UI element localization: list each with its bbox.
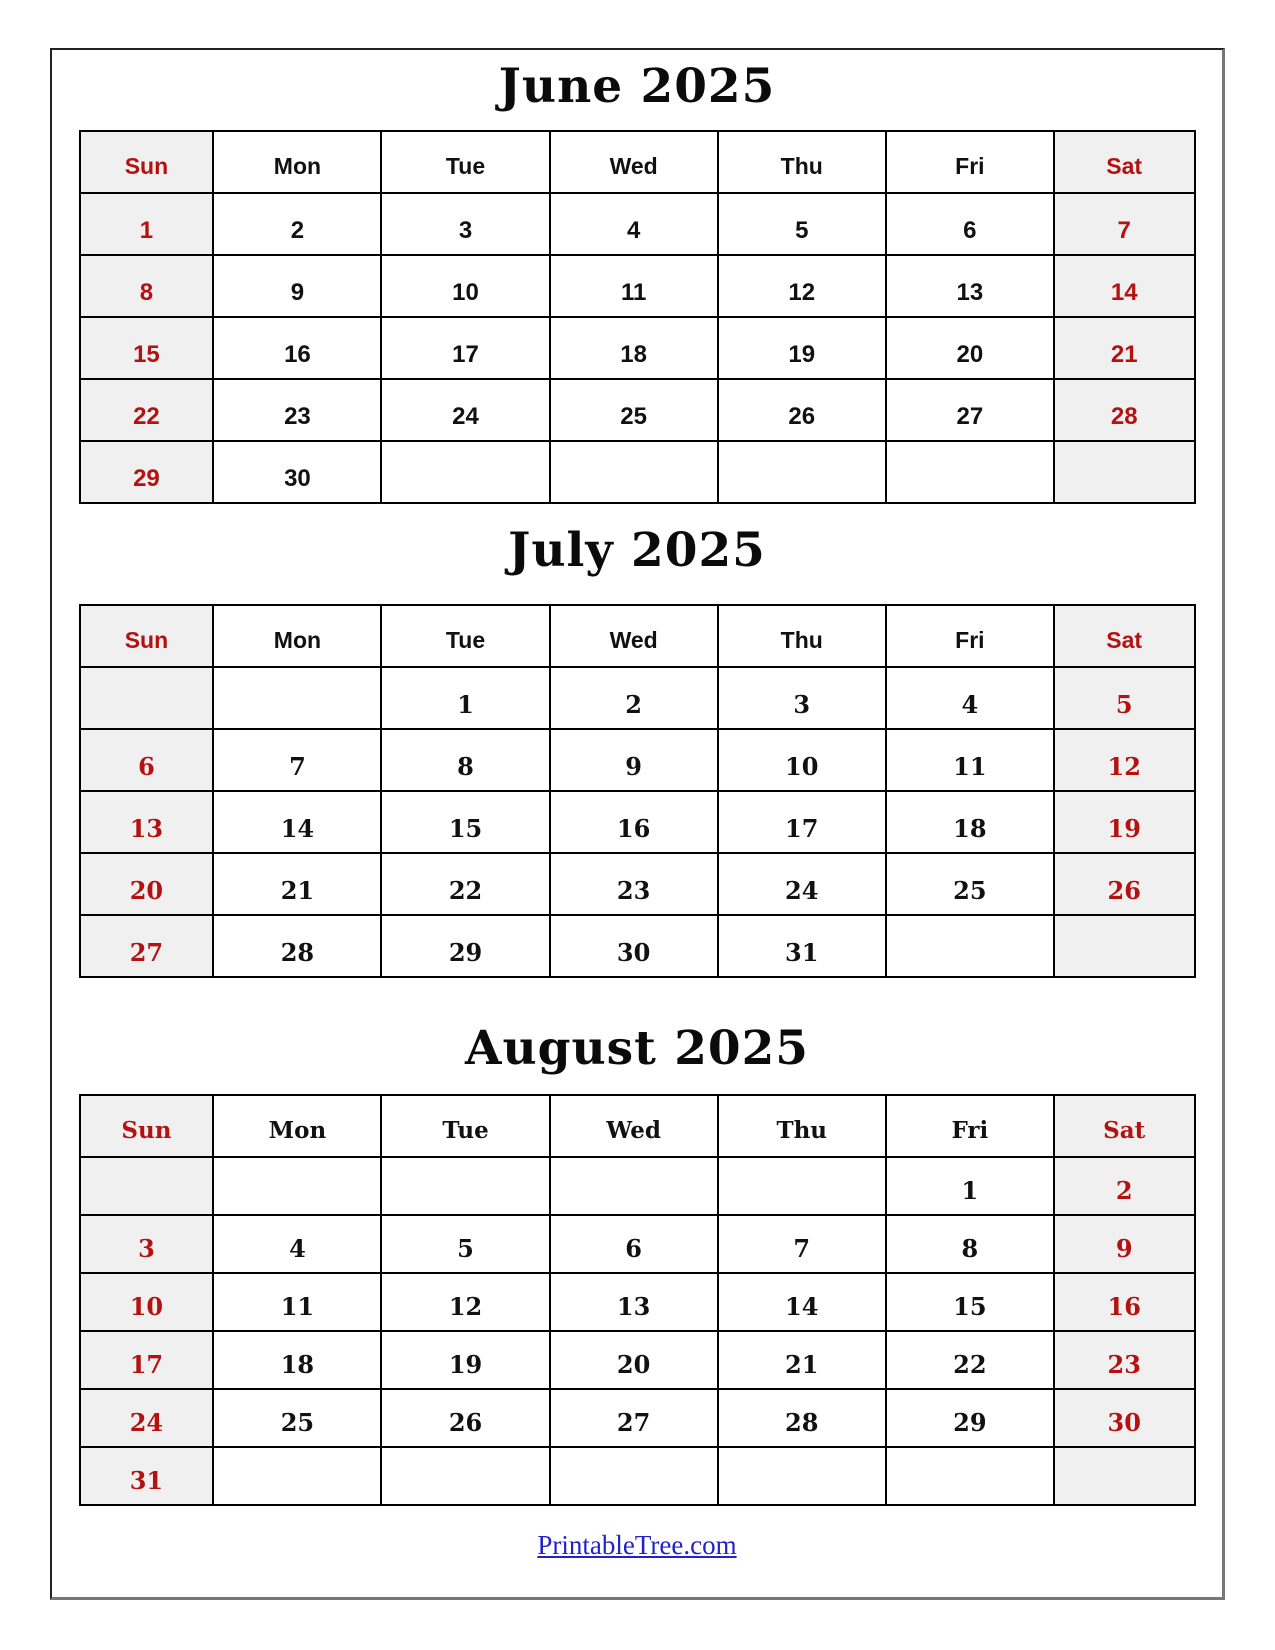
day-cell-empty	[213, 667, 381, 729]
week-row	[80, 379, 1195, 441]
day-cell: 27	[80, 915, 214, 977]
day-cell: 1	[886, 1157, 1054, 1215]
day-cell: 22	[381, 853, 549, 915]
day-cell: 18	[213, 1331, 381, 1389]
day-cell: 12	[1054, 729, 1195, 791]
day-cell: 27	[550, 1389, 718, 1447]
day-cell: 1	[80, 193, 214, 255]
day-cell: 3	[718, 667, 886, 729]
day-cell: 26	[1054, 853, 1195, 915]
day-cell: 17	[718, 791, 886, 853]
day-cell: 13	[80, 791, 214, 853]
week-row	[80, 441, 1195, 503]
weekday-header-fri: Fri	[886, 1095, 1054, 1157]
weekday-header-sat: Sat	[1054, 131, 1195, 193]
day-cell-empty	[381, 441, 549, 503]
day-cell: 16	[550, 791, 718, 853]
footer-link[interactable]: PrintableTree.com	[537, 1530, 737, 1560]
day-cell-empty	[1054, 1447, 1195, 1505]
day-cell: 31	[718, 915, 886, 977]
day-cell: 8	[381, 729, 549, 791]
day-cell: 4	[550, 193, 718, 255]
day-cell: 28	[213, 915, 381, 977]
day-cell: 20	[886, 317, 1054, 379]
day-cell: 8	[80, 255, 214, 317]
day-cell: 23	[213, 379, 381, 441]
day-cell: 14	[213, 791, 381, 853]
day-cell: 25	[886, 853, 1054, 915]
day-cell: 23	[550, 853, 718, 915]
weekday-header-row	[80, 605, 1195, 667]
day-cell: 16	[1054, 1273, 1195, 1331]
day-cell: 2	[213, 193, 381, 255]
calendar-table-july	[79, 604, 1196, 978]
day-cell: 19	[381, 1331, 549, 1389]
weekday-header-sun: Sun	[80, 131, 214, 193]
week-row	[80, 791, 1195, 853]
day-cell: 6	[80, 729, 214, 791]
week-row	[80, 667, 1195, 729]
day-cell-empty	[213, 1447, 381, 1505]
day-cell: 10	[718, 729, 886, 791]
week-row	[80, 193, 1195, 255]
day-cell: 19	[1054, 791, 1195, 853]
calendar-table-june	[79, 130, 1196, 504]
day-cell-empty	[1054, 441, 1195, 503]
week-row	[80, 1331, 1195, 1389]
day-cell: 1	[381, 667, 549, 729]
day-cell: 5	[1054, 667, 1195, 729]
day-cell: 22	[886, 1331, 1054, 1389]
day-cell: 29	[381, 915, 549, 977]
day-cell: 2	[550, 667, 718, 729]
week-row	[80, 1447, 1195, 1505]
weekday-header-wed: Wed	[550, 1095, 718, 1157]
week-row	[80, 1389, 1195, 1447]
day-cell: 14	[718, 1273, 886, 1331]
day-cell: 12	[381, 1273, 549, 1331]
day-cell: 31	[80, 1447, 214, 1505]
day-cell-empty	[886, 441, 1054, 503]
day-cell: 15	[886, 1273, 1054, 1331]
week-row	[80, 1215, 1195, 1273]
footer	[52, 1530, 1222, 1561]
month-title-august: August 2025	[464, 1021, 810, 1076]
day-cell-empty	[550, 1157, 718, 1215]
day-cell-empty	[550, 1447, 718, 1505]
day-cell: 15	[80, 317, 214, 379]
day-cell-empty	[381, 1157, 549, 1215]
day-cell: 17	[80, 1331, 214, 1389]
week-row	[80, 317, 1195, 379]
day-cell: 29	[80, 441, 214, 503]
day-cell: 11	[886, 729, 1054, 791]
day-cell: 30	[1054, 1389, 1195, 1447]
weekday-header-mon: Mon	[213, 131, 381, 193]
week-row	[80, 853, 1195, 915]
calendar-table-august	[79, 1094, 1196, 1506]
day-cell: 14	[1054, 255, 1195, 317]
day-cell: 20	[550, 1331, 718, 1389]
day-cell: 29	[886, 1389, 1054, 1447]
day-cell: 24	[381, 379, 549, 441]
day-cell: 15	[381, 791, 549, 853]
day-cell: 6	[886, 193, 1054, 255]
day-cell-empty	[381, 1447, 549, 1505]
day-cell-empty	[886, 1447, 1054, 1505]
day-cell-empty	[718, 1157, 886, 1215]
month-section-july	[52, 520, 1222, 978]
day-cell: 18	[886, 791, 1054, 853]
day-cell-empty	[550, 441, 718, 503]
day-cell: 7	[718, 1215, 886, 1273]
day-cell: 10	[381, 255, 549, 317]
day-cell-empty	[1054, 915, 1195, 977]
day-cell: 9	[213, 255, 381, 317]
day-cell: 4	[886, 667, 1054, 729]
calendar-page	[50, 48, 1225, 1600]
day-cell: 7	[1054, 193, 1195, 255]
weekday-header-tue: Tue	[381, 605, 549, 667]
day-cell: 2	[1054, 1157, 1195, 1215]
weekday-header-tue: Tue	[381, 131, 549, 193]
day-cell: 22	[80, 379, 214, 441]
weekday-header-fri: Fri	[886, 605, 1054, 667]
day-cell: 7	[213, 729, 381, 791]
weekday-header-mon: Mon	[213, 605, 381, 667]
day-cell: 12	[718, 255, 886, 317]
week-row	[80, 729, 1195, 791]
day-cell: 11	[213, 1273, 381, 1331]
day-cell-empty	[718, 1447, 886, 1505]
weekday-header-sat: Sat	[1054, 1095, 1195, 1157]
day-cell: 19	[718, 317, 886, 379]
day-cell: 28	[718, 1389, 886, 1447]
day-cell-empty	[886, 915, 1054, 977]
weekday-header-wed: Wed	[550, 605, 718, 667]
day-cell: 25	[550, 379, 718, 441]
day-cell: 13	[550, 1273, 718, 1331]
week-row	[80, 255, 1195, 317]
weekday-header-row	[80, 131, 1195, 193]
month-title-june: June 2025	[498, 59, 776, 114]
day-cell: 18	[550, 317, 718, 379]
day-cell: 30	[550, 915, 718, 977]
day-cell: 9	[1054, 1215, 1195, 1273]
day-cell: 6	[550, 1215, 718, 1273]
day-cell: 23	[1054, 1331, 1195, 1389]
weekday-header-wed: Wed	[550, 131, 718, 193]
weekday-header-thu: Thu	[718, 131, 886, 193]
day-cell: 3	[381, 193, 549, 255]
day-cell-empty	[213, 1157, 381, 1215]
weekday-header-thu: Thu	[718, 605, 886, 667]
day-cell: 27	[886, 379, 1054, 441]
month-title-july: July 2025	[508, 523, 766, 578]
week-row	[80, 1157, 1195, 1215]
day-cell: 5	[381, 1215, 549, 1273]
weekday-header-sun: Sun	[80, 1095, 214, 1157]
weekday-header-thu: Thu	[718, 1095, 886, 1157]
day-cell: 4	[213, 1215, 381, 1273]
month-section-august	[52, 1018, 1222, 1506]
day-cell: 24	[718, 853, 886, 915]
day-cell: 30	[213, 441, 381, 503]
day-cell: 21	[1054, 317, 1195, 379]
day-cell: 21	[718, 1331, 886, 1389]
day-cell-empty	[80, 667, 214, 729]
day-cell: 13	[886, 255, 1054, 317]
month-section-june	[52, 56, 1222, 504]
day-cell: 26	[718, 379, 886, 441]
weekday-header-mon: Mon	[213, 1095, 381, 1157]
day-cell-empty	[718, 441, 886, 503]
day-cell: 24	[80, 1389, 214, 1447]
week-row	[80, 1273, 1195, 1331]
day-cell-empty	[80, 1157, 214, 1215]
week-row	[80, 915, 1195, 977]
day-cell: 28	[1054, 379, 1195, 441]
weekday-header-fri: Fri	[886, 131, 1054, 193]
weekday-header-row	[80, 1095, 1195, 1157]
day-cell: 5	[718, 193, 886, 255]
day-cell: 11	[550, 255, 718, 317]
weekday-header-sat: Sat	[1054, 605, 1195, 667]
day-cell: 16	[213, 317, 381, 379]
day-cell: 26	[381, 1389, 549, 1447]
day-cell: 21	[213, 853, 381, 915]
weekday-header-sun: Sun	[80, 605, 214, 667]
day-cell: 10	[80, 1273, 214, 1331]
day-cell: 25	[213, 1389, 381, 1447]
day-cell: 9	[550, 729, 718, 791]
day-cell: 17	[381, 317, 549, 379]
day-cell: 3	[80, 1215, 214, 1273]
day-cell: 8	[886, 1215, 1054, 1273]
day-cell: 20	[80, 853, 214, 915]
weekday-header-tue: Tue	[381, 1095, 549, 1157]
